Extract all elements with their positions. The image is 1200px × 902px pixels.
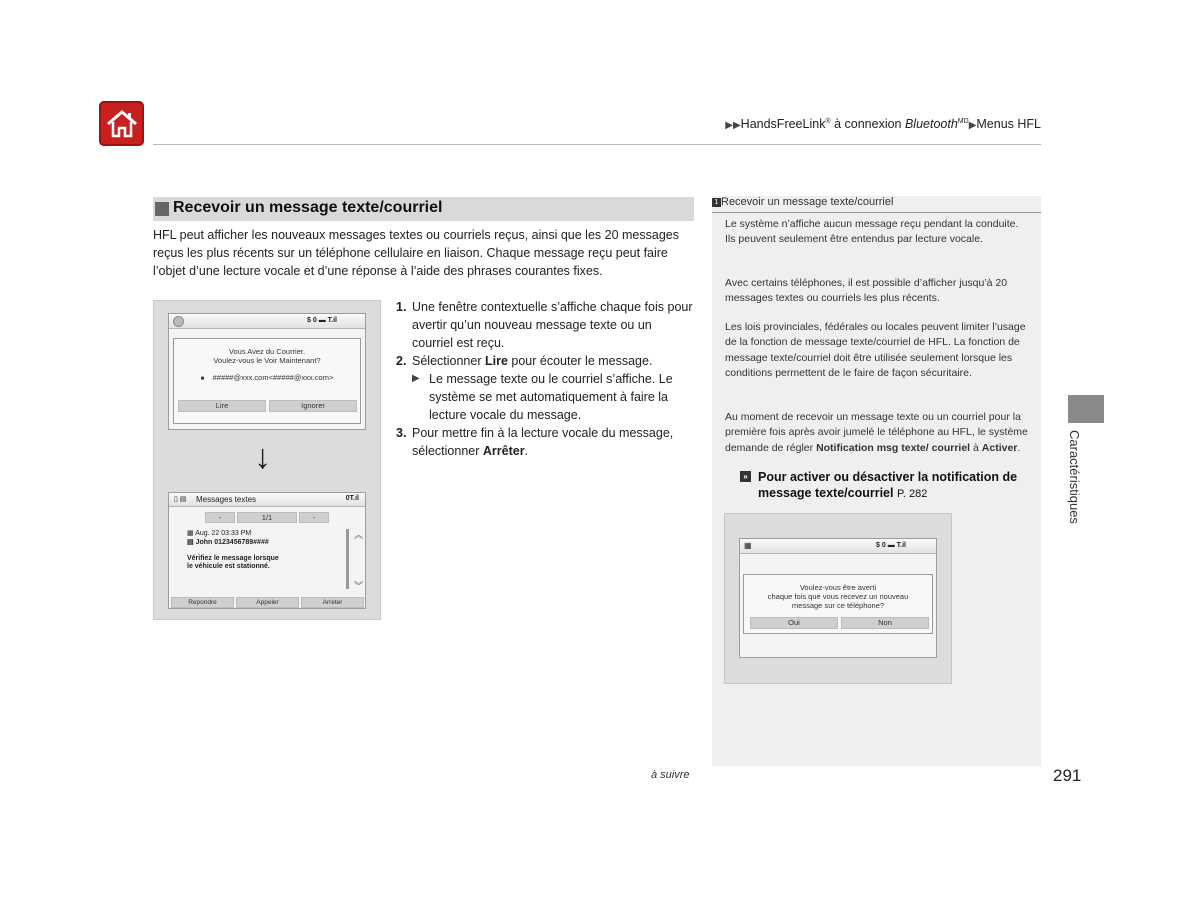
breadcrumb-arrow-icon: ▶ [968,120,977,131]
scroll-up-icon[interactable]: ︽ [354,530,364,540]
sidebar-paragraph: Avec certains téléphones, il est possible d’afficher jusqu’à 20 messages textes ou courriels les plus récents. [725,277,1008,305]
message-body: Vérifiez le message lorsque [187,555,279,562]
sender-row [174,373,360,382]
section-title: Recevoir un message texte/courriel [173,199,443,216]
step-number: 3. [396,426,407,440]
prev-page-button[interactable]: - [205,512,235,523]
phone-icon [173,316,184,327]
signal-icon: 0T.il [345,495,359,502]
phone-icon: ▯ ▤ [174,496,187,503]
status-bar [169,314,365,329]
signal-icon: $ 0 ▬ T.il [307,317,337,324]
yes-button[interactable]: Oui [750,617,838,629]
screen-frame [739,538,937,658]
step-item [396,298,696,352]
scroll-down-icon[interactable]: ︾ [354,581,364,591]
dialog-line: Voulez-vous être averti [799,583,877,592]
ignore-button[interactable]: Ignorer [269,400,357,412]
next-page-button[interactable]: - [299,512,329,523]
step-text: Une fenêtre contextuelle s’affiche chaque fois pour avertir qu’un nouveau message texte ou un courriel est reçu. [412,300,693,350]
screen-frame [168,313,366,430]
step-item [396,424,696,460]
setting-name: Notification msg texte/ courriel [816,441,971,454]
registered-mark: ® [825,117,831,125]
no-button[interactable]: Non [841,617,929,629]
screen-illustration-notification [724,513,952,684]
mail-icon: ■ [200,376,205,382]
steps-list [396,298,696,460]
step-text: Pour mettre fin à la lecture vocale du message, sélectionner [412,426,674,458]
screen-frame [168,492,366,609]
setting-value: Activer [981,441,1018,454]
breadcrumb-current[interactable]: Menus HFL [976,117,1041,131]
incoming-message-dialog [173,338,361,424]
result-arrow-icon: ▶ [412,373,420,384]
chapter-tab[interactable] [1068,395,1104,423]
message-date: ▦ Aug. 22 03:33 PM [187,530,252,537]
cross-reference[interactable] [740,469,1030,502]
breadcrumb [725,117,1041,131]
home-icon [105,109,139,139]
step-result [412,370,696,424]
sidebar-paragraph: Les lois provinciales, fédérales ou locales peuvent limiter l’usage de la fonction de message texte/courriel de HFL. La fonction de message texte/courriel doit être utilisée seulement lorsque les conditions permettent de le faire de façon sécuritaire. [725,321,1026,379]
message-body: le véhicule est stationné. [187,563,270,570]
menu-grid-icon: ▦ [744,541,752,550]
header-divider [153,144,1041,145]
trademark-mark: MD [957,117,969,125]
sender-address: #####@xxx.com<#####@xxx.com> [212,373,334,382]
breadcrumb-part[interactable]: à connexion [830,117,905,131]
step-number: 1. [396,300,407,314]
square-bullet-icon [155,202,169,216]
reference-title[interactable]: Pour activer ou désactiver la notification de message texte/courriel [758,470,1018,500]
reference-icon: » [740,471,751,482]
sidebar-paragraph: Le système n’affiche aucun message reçu pendant la conduite. Ils peuvent seulement être entendus par lecture vocale. [725,218,1019,246]
scrollbar[interactable] [346,529,349,589]
call-button[interactable]: Appeler [236,597,299,608]
sidebar-paragraph: Au moment de recevoir un message texte ou un courriel pour la première fois après avoir jumelé le téléphone au HFL, le système demande de régler Notification msg texte/ courriel à Activer. [725,411,1028,454]
step-result-text: Le message texte ou le courriel s’affiche. Le système se met automatiquement à faire la lecture vocale du message. [429,372,673,422]
reply-button[interactable]: Repondre [171,597,234,608]
step-item [396,352,696,424]
notification-dialog [743,574,933,634]
reference-page[interactable]: P. 282 [896,488,928,500]
home-button[interactable] [99,101,144,146]
dialog-line: chaque fois que vous recevez un nouveau [767,592,909,601]
sidebar-heading-text: Recevoir un message texte/courriel [721,196,894,208]
page-indicator: 1/1 [237,512,297,523]
status-bar [740,539,936,554]
sidebar-heading [712,196,1041,213]
stop-button[interactable]: Arreter [301,597,364,608]
chapter-tab-label[interactable]: Caractéristiques [1067,430,1082,524]
continued-label: à suivre [651,769,690,781]
page-number: 291 [1053,766,1082,785]
read-button[interactable]: Lire [178,400,266,412]
intro-paragraph: HFL peut afficher les nouveaux messages textes ou courriels reçus, ainsi que les 20 messages reçus les plus récents sur un téléphone cellulaire en liaison. Chaque message reçu peut faire l’objet d’une lecture vocale et d’une réponse à l’aide des phrases courantes fixes. [153,228,679,278]
section-heading [153,197,694,221]
dialog-line: message sur ce téléphone? [791,601,885,610]
message-sender: ▤ John 0123456789#### [187,539,269,546]
arrow-down-icon: ↓ [254,438,271,476]
breadcrumb-part[interactable]: HandsFreeLink [740,117,826,131]
note-marker-icon: 1 [712,198,721,207]
step-text: Sélectionner [412,354,485,368]
dialog-line: Vous Avez du Courrier. [228,347,306,356]
screen-title: Messages textes [196,495,257,504]
breadcrumb-part[interactable]: Bluetooth [904,117,958,131]
breadcrumb-arrow-icon: ▶▶ [725,120,741,131]
step-keyword: Lire [484,354,508,368]
signal-icon: $ 0 ▬ T.il [876,542,906,549]
step-keyword: Arrêter [482,444,525,458]
step-text: pour écouter le message. [507,354,653,368]
status-bar [169,493,365,507]
dialog-line: Voulez-vous le Voir Maintenant? [213,356,321,365]
step-text: . [524,444,529,458]
step-number: 2. [396,354,407,368]
